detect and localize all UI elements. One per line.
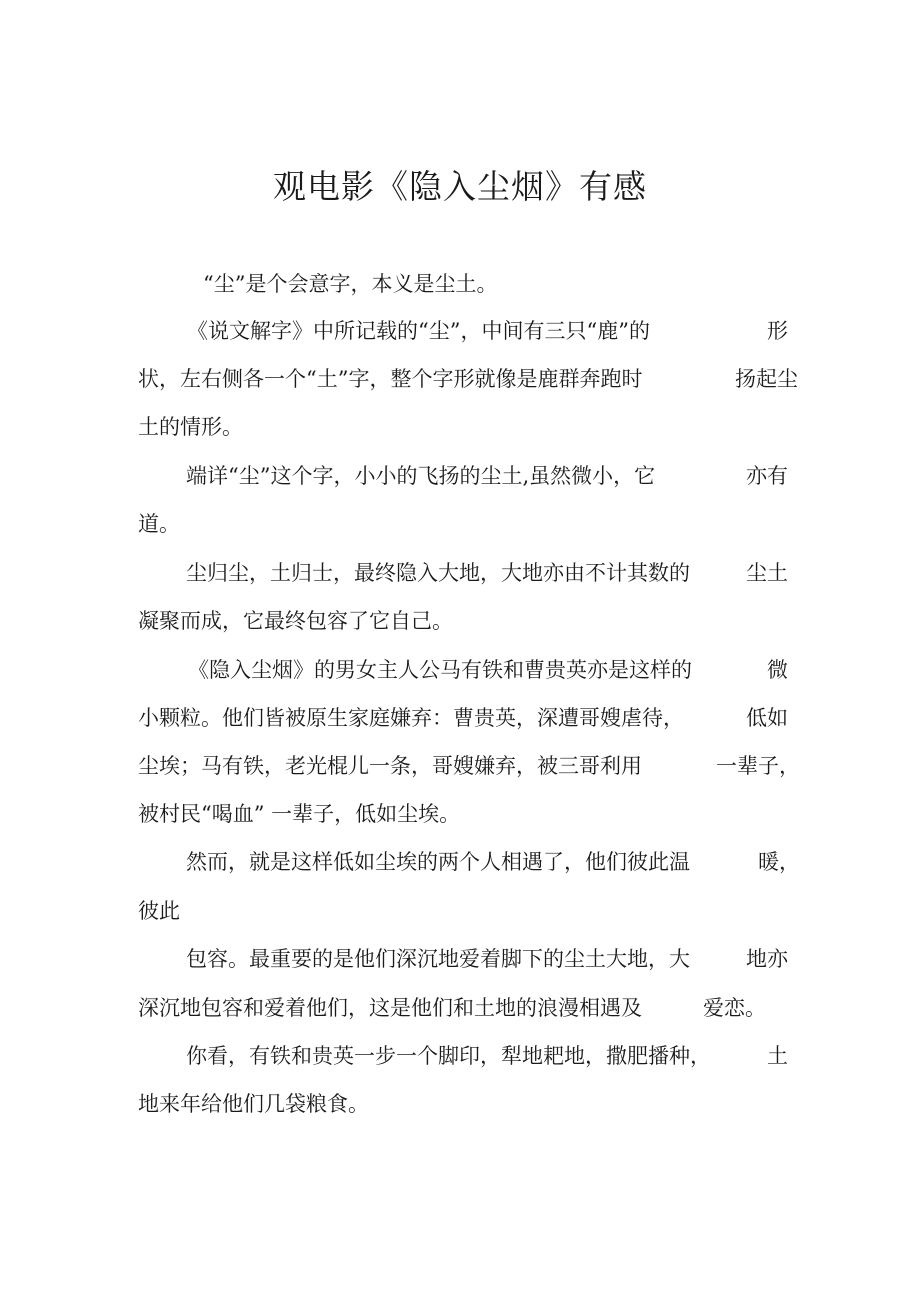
document-title: 观电影《隐入尘烟》有感 bbox=[273, 167, 647, 206]
paragraph-line: “尘”是个会意字，本义是尘土。 bbox=[203, 272, 498, 296]
paragraph-line: 然而，就是这样低如尘埃的两个人相遇了，他们彼此温 暖， bbox=[186, 850, 800, 874]
paragraph-line: 小颗粒。他们皆被原生家庭嫌弃：曹贵英，深遭哥嫂虐待， 低如 bbox=[138, 706, 788, 730]
paragraph-line: 被村民“喝血” 一辈子，低如尘埃。 bbox=[138, 802, 461, 826]
paragraph-line: 状，左右侧各一个“土”字，整个字形就像是鹿群奔跑时 扬起尘 bbox=[138, 367, 798, 391]
paragraph-line: 凝聚而成，它最终包容了它自己。 bbox=[138, 609, 453, 633]
paragraph-line: 彼此 bbox=[138, 899, 180, 923]
paragraph-line: 包容。最重要的是他们深沉地爱着脚下的尘土大地，大 地亦 bbox=[186, 947, 788, 971]
paragraph-line: 尘埃；马有铁，老光棍儿一条，哥嫂嫌弃，被三哥利用 一辈子， bbox=[138, 754, 800, 778]
paragraph-line: 端详“尘”这个字，小小的飞扬的尘土,虽然微小，它 亦有 bbox=[186, 464, 788, 488]
paragraph-line: 地来年给他们几袋粮食。 bbox=[138, 1092, 369, 1116]
paragraph-line: 深沉地包容和爱着他们，这是他们和土地的浪漫相遇及 爱恋。 bbox=[138, 996, 766, 1020]
paragraph-line: 《说文解字》中所记载的“尘”，中间有三只“鹿”的 形 bbox=[187, 319, 788, 343]
paragraph-line: 土的情形。 bbox=[138, 415, 243, 439]
paragraph-line: 你看，有铁和贵英一步一个脚印，犁地耙地，撒肥播种， 土 bbox=[186, 1044, 788, 1068]
paragraph-line: 尘归尘，土归士，最终隐入大地，大地亦由不计其数的 尘土 bbox=[186, 561, 788, 585]
paragraph-line: 道。 bbox=[138, 512, 180, 536]
paragraph-line: 《隐入尘烟》的男女主人公马有铁和曹贵英亦是这样的 微 bbox=[188, 658, 788, 682]
